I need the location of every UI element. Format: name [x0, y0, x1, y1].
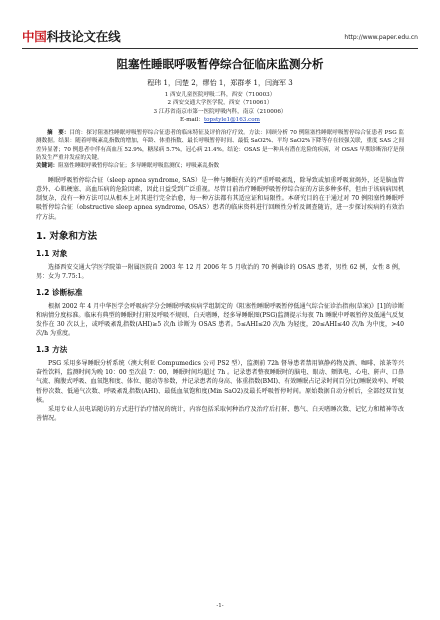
subsection-heading-criteria: 1.2 诊断标准: [36, 287, 83, 297]
keywords-label: 关键词：: [36, 163, 59, 169]
site-logo-text: 中国科技论文在线: [22, 29, 121, 44]
subjects-paragraph: 选择西安交通大学医学院第一附属医院自 2003 年 12 月 2006 年 5 月收治的 70 例确诊的 OSAS 患者，男性 62 例，女性 8 例，男：女为 7.75:1。: [36, 263, 404, 280]
methods-paragraph: PSG 采用多导睡眠分析系统（澳大利亚 Compumedics 公司 PS2 型），监测前 72h 督导患者禁用镇静药物及酒、咖啡、浓茶等兴奋性饮料，监测时间为晚 10：00 至次晨 7：00，睡眠时间均超过 7h 。记录患者整夜睡眠时的脑电、眼动、颏肌电、心电、鼾声、口鼻气流、胸腹式呼吸、血氧饱和度、体位、腿动等参数，并记录患者的身高、体重指数(BMI)、有效睡眠占记录时间百分比(睡眠效率)、呼吸暂停次数、低通气次数、呼吸紊乱指数(AHI)、最低血氧饱和度(Min SaO2)及最长呼吸暂停时间。原始数据自动分析后，全部经双盲复核。: [36, 360, 404, 404]
author-email: E-mail：topstyle1@163.com: [180, 116, 260, 123]
affiliation-list: [36, 91, 404, 116]
page-number: -1-: [216, 603, 224, 609]
section-heading-methods: 1. 对象和方法: [36, 230, 98, 242]
intro-paragraph: 睡眠呼吸暂停综合征（sleep apnea syndrome, SAS）是一种与睡眠有关的严重呼吸紊乱，除导致或加重呼吸衰竭外，还是脑血管意外、心肌梗塞、高血压病的危险因素，因此日益受到广泛重视。尽管目前治疗睡眠呼吸暂停综合征的方法多种多样，但由于该病病因机制复杂，没有一种方法可以从根本上对其进行完全治愈，每一种方法都有其适应证和局限性。本研究目的在于通过对 70 例阻塞性睡眠呼吸暂停综合征（obstructive sleep apnea syndrome, OSAS）患者的临床资料进行回顾性分析及调查随访，进一步探讨疾病的有效治疗方法。: [36, 177, 404, 221]
site-url-link[interactable]: http://www.paper.edu.cn: [344, 34, 418, 41]
site-logo[interactable]: [22, 29, 120, 45]
abstract-label: 摘 要：: [47, 130, 70, 137]
paper-content: [36, 56, 404, 423]
subsection-heading-subjects: 1.1 对象: [36, 248, 68, 258]
affiliation-item: 1 西安儿童医院呼吸二科，西安（710003）: [164, 92, 276, 98]
abstract-paragraph: [36, 129, 404, 162]
keywords-line: [36, 162, 404, 170]
paper-authors: 程玮 1，闫楚 2，缪怡 1，郑群孝 1，闫海军 3: [147, 79, 293, 87]
affiliation-item: 2 西安交通大学医学院，西安（710061）: [167, 100, 273, 107]
keywords-text: 阻塞性睡眠呼吸暂停综合征；多导睡眠呼吸监测仪；呼吸紊乱指数: [58, 163, 220, 169]
page-header: [22, 28, 418, 49]
abstract-text: 目的：探讨阻塞性睡眠呼吸暂停综合征患者的临床特征及评价治疗疗效。方法：回顾分析 70 例阻塞性睡眠呼吸暂停综合征患者 PSG 监测数据。结果：随着呼吸紊乱指数的增加，年龄、体重指数、最长呼吸暂停时间、最低 SaO2%、平均 SaO2%下降等存在较强关联，重度 SAS 之间差异显著；70 例患者中伴有高血压 52.9%，糖尿病 5.7%，冠心病 21.4%。结论：OSAS 是一种具有潜在危险的疾病，对 OSAS 早期诊断治疗是预防发生严重并发症的关键。: [36, 130, 405, 161]
criteria-paragraph: 根据 2002 年 4 月中华医学会呼吸病学分会睡眠呼吸疾病学组制定的《阻塞性睡眠呼吸暂停低通气综合征诊治指南(草案)》[1]的诊断和病情分度标准。临床有典型的睡眠时打鼾及呼吸不规则、白天嗜睡，经多导睡眠图(PSG)监测提示每夜 7h 睡眠中呼吸暂停及低通气反复发作在 30 次以上，或呼吸紊乱指数(AHI)≥5 次/h 诊断为 OSAS 患者。5≤AHI≤20 次/h 为轻度，20≤AHI≤40 次/h 为中度，>40 次/h 为重度。: [36, 302, 404, 338]
email-link[interactable]: topstyle1@163.com: [203, 116, 260, 123]
paper-title: 阻塞性睡眠呼吸暂停综合征临床监测分析: [116, 57, 324, 71]
affiliation-item: 3 江苏省南京市第一医院呼吸内科，南京（210006）: [153, 108, 287, 115]
followup-paragraph: 采用专业人员电话随访的方式进行治疗情况的统计，内容包括采取何种治疗及治疗后打鼾、憋气、白天嗜睡次数、记忆力和精神等改善情况。: [36, 405, 404, 422]
subsection-heading-methods: 1.3 方法: [36, 345, 68, 355]
